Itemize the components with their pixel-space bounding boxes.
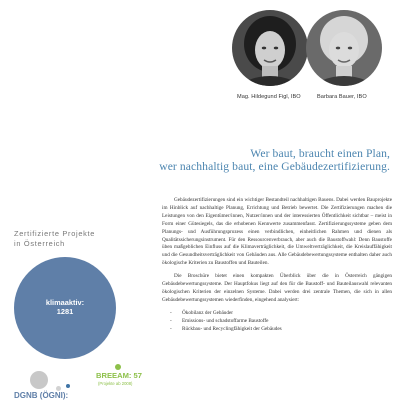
- dgnb-label: DGNB (ÖGNI):: [14, 391, 69, 400]
- bubble-small-gray: [30, 371, 48, 389]
- bubble-tiny-blue: [66, 384, 70, 388]
- headline-line-2: wer nachhaltig baut, eine Gebäudezertifizierung.: [159, 160, 390, 173]
- bubble-breeam: [115, 364, 121, 370]
- portrait-caption-bauer: Barbara Bauer, IBO: [317, 94, 367, 100]
- sidebar-title-line-1: Zertifizierte Projekte: [14, 229, 96, 238]
- bubble-klimaaktiv-label: [14, 298, 116, 316]
- breeam-note: (Projekte ab 2008): [98, 381, 133, 386]
- portrait-barbara-bauer: [306, 10, 382, 86]
- portrait-caption-figl: Mag. Hildegund Figl, IBO: [237, 94, 301, 100]
- body-text: [162, 197, 392, 334]
- klimaaktiv-count: 1281: [56, 307, 74, 316]
- body-paragraph-2: Die Broschüre bietet einen kompakten Überblick über die in Österreich gängigen Gebäudebewertungssysteme. Der Hauptfokus liegt auf den für die Baustoff- und Bauteilauswahl relevanten ökologischen Kriterien der einzelnen Systeme. Dabei werden drei zentrale Themen, die sich in allen Gebäudebewertungssystemen wiederfinden, eingehend analysiert:: [162, 273, 392, 303]
- sidebar-title-line-2: in Österreich: [14, 238, 65, 248]
- bullet-item: - Ökobilanz der Gebäuder: [170, 310, 392, 318]
- sidebar-title: [14, 229, 95, 248]
- bullet-list: [162, 310, 392, 334]
- breeam-label: BREEAM: 57: [96, 371, 142, 380]
- body-paragraph-1: Gebäudezertifizierungen sind ein wichtiger Bestandteil nachhaltigen Bauens. Dabei werden Bauprojekte im Hinblick auf nachhaltige Planung, Errichtung und Betrieb bewertet. Die Zertifizierungen machen die Leistungen von den Eigentümer/innen, Nutzer/innen und der interessierten Öffentlichkeit sichtbar – meist in Form einer Gütesiegels, das die erhobenen Kennwerte zusammenfasst. Zertifizierungssysteme geben dem Planungs- und Ausführungsprozess einen verbindlichen, einheitlichen Rahmen und dienen als Qualitätssicherungsinstrument. Für den Ressourcenverbrauch, aber auch die Baustoffwahl: Denn Baustoffe üben maßgeblichen Einfluss auf die Klimaverträglichkeit, die Umweltverträglichkeit, die Kreislauffähigkeit und die Gesundheitsverträglichkeit von Gebäuden aus. Alle Gebäudebewertungssysteme enthalten daher auch ökologische Kriterien zu Baustoffen und Bauteilen.: [162, 197, 392, 267]
- headline-line-1: Wer baut, braucht einen Plan,: [250, 147, 390, 160]
- klimaaktiv-label: klimaaktiv:: [45, 298, 85, 307]
- portrait-hildegund-figl: [232, 10, 308, 86]
- bullet-item: - Emissions- und schadstoffarme Baustoffe: [170, 318, 392, 326]
- bullet-item: - Rückbau- und Recyclingfähigkeit der Gebäudes: [170, 326, 392, 334]
